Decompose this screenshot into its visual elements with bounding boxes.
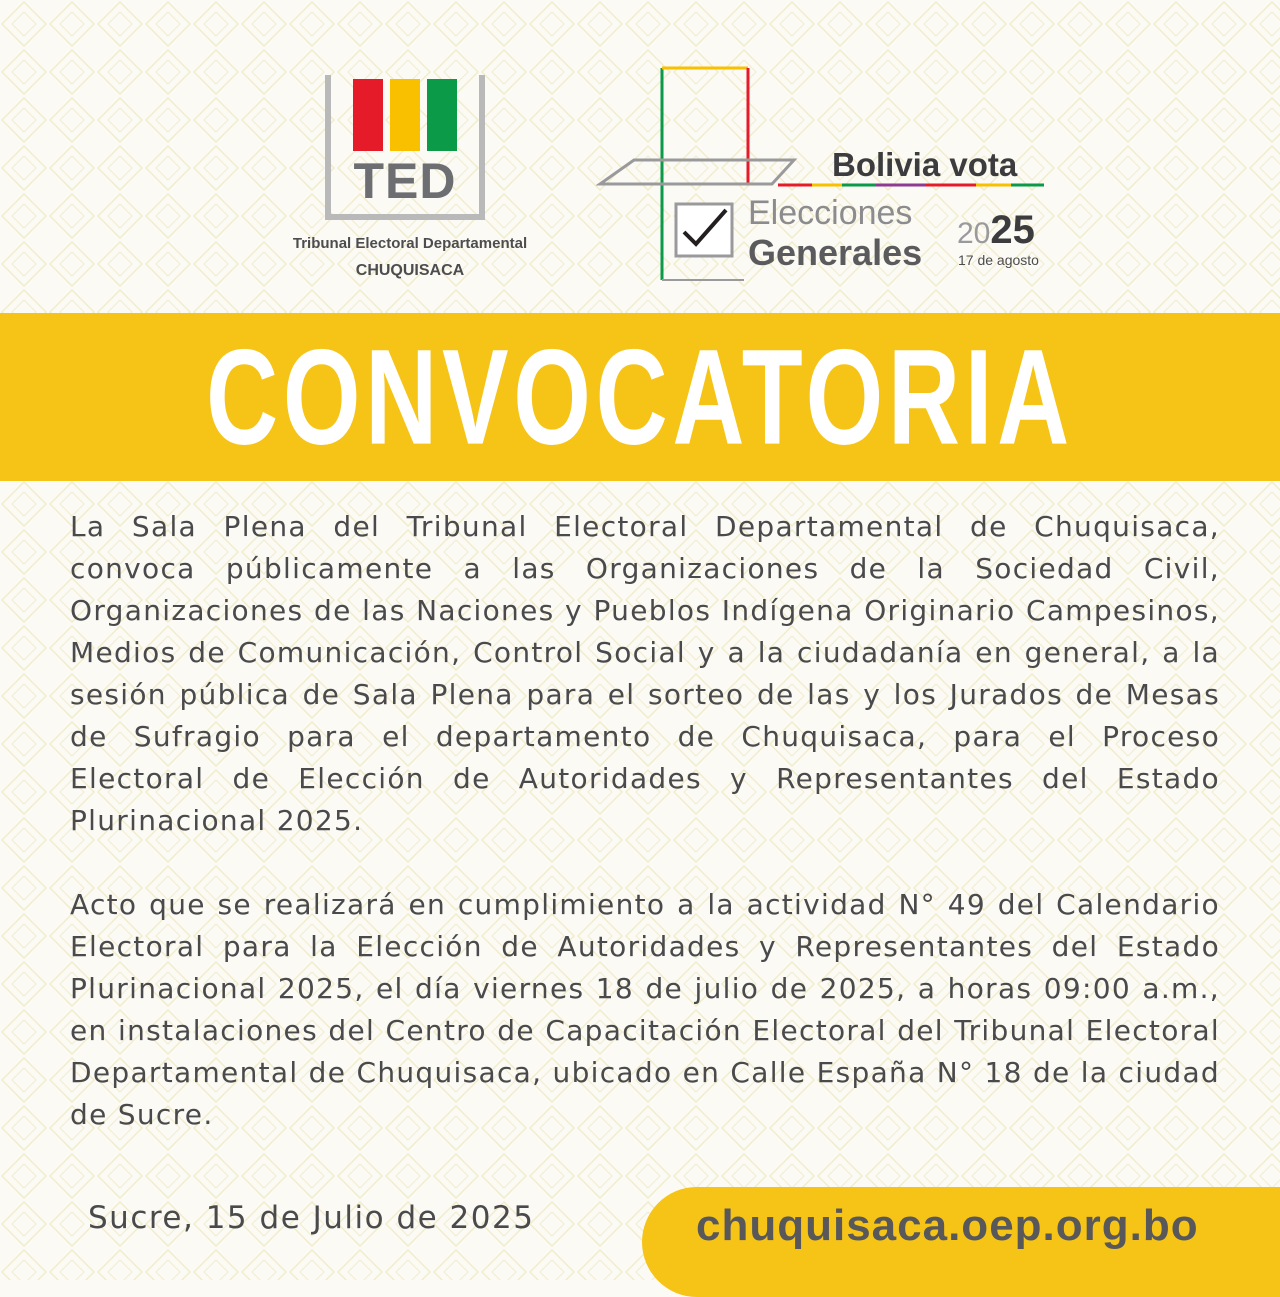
ted-green-bar: [427, 79, 457, 151]
elections-logo: [596, 60, 1056, 285]
website-url: chuquisaca.oep.org.bo: [696, 1201, 1199, 1250]
place-date: Sucre, 15 de Julio de 2025: [88, 1200, 535, 1236]
ted-subtitle: Tribunal Electoral Departamental: [292, 235, 528, 252]
ted-region: CHUQUISACA: [355, 262, 465, 279]
paragraph-convocation: La Sala Plena del Tribunal Electoral Departamental de Chuquisaca, convoca públicamente a las Organizaciones de la Sociedad Civil, Organizaciones de las Naciones y Pueblos Indígena Originario Campesinos, Medios de Comunicación, Control Social y a la ciudadanía en general, a la sesión pública de Sala Plena para el sorteo de las y los Jurados de Mesas de Sufragio para el departamento de Chuquisaca, para el Proceso Electoral de Elección de Autoridades y Representantes del Estado Plurinacional 2025.: [70, 510, 1220, 837]
ted-logo: [270, 60, 550, 290]
announcement-body: [70, 506, 1220, 1136]
election-year: [957, 208, 1035, 253]
election-title-line2: Generales: [748, 232, 923, 273]
paragraph-details: Acto que se realizará en cumplimiento a la actividad N° 49 del Calendario Electoral para la Elección de Autoridades y Representantes del Estado Plurinacional 2025, el día viernes 18 de julio de 2025, a horas 09:00 a.m., en instalaciones del Centro de Capacitación Electoral del Tribunal Electoral Departamental de Chuquisaca, ubicado en Calle España N° 18 de la ciudad de Sucre.: [70, 888, 1220, 1131]
ted-red-bar: [353, 79, 383, 151]
election-date: 17 de agosto: [958, 252, 1039, 268]
title-banner: [0, 313, 1280, 481]
election-slogan: Bolivia vota: [832, 146, 1018, 183]
election-title-line1: Elecciones: [748, 194, 913, 232]
ted-yellow-bar: [390, 79, 420, 151]
ted-acronym: TED: [353, 153, 457, 209]
banner-title: CONVOCATORIA: [206, 321, 1074, 473]
website-badge: [642, 1187, 1280, 1297]
election-year-prefix: 20: [957, 217, 991, 250]
election-year-suffix: 25: [990, 208, 1035, 252]
